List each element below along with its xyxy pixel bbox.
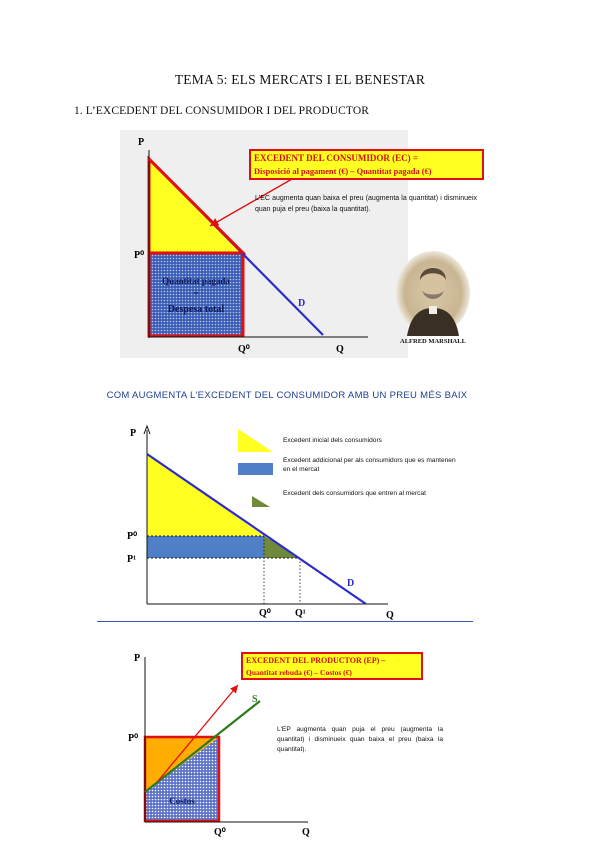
alfred-marshall-portrait <box>395 250 471 336</box>
q-axis-label: Q <box>386 610 394 620</box>
legend-new-entrants: Excedent dels consumidors que entren al mercat <box>283 490 426 497</box>
subsection-heading: COM AUGMENTA L'EXCEDENT DEL CONSUMIDOR AMB UN PREU MÉS BAIX <box>106 390 468 401</box>
costs-label: Costos <box>169 796 195 806</box>
lower-price-figure <box>118 420 478 620</box>
definition-formula: Disposició al pagament (€) – Quantitat pagada (€) <box>254 167 432 176</box>
q0-label: Q⁰ <box>238 344 250 355</box>
legend-initial: Excedent inicial dels consumidors <box>283 437 382 444</box>
demand-label: D <box>298 298 306 309</box>
p-axis-label: P <box>134 653 141 664</box>
portrait-caption: ALFRED MARSHALL <box>400 338 466 345</box>
legend-swatch-initial <box>238 429 273 452</box>
q0-label: Q⁰ <box>259 608 271 619</box>
p0-label: P⁰ <box>128 733 139 744</box>
supply-label: S <box>252 694 258 705</box>
producer-surplus-note: L'EP augmenta quan puja el preu (augmenta la quantitat) i disminueix quan baixa el preu (baixa la quantitat). <box>277 726 443 753</box>
q0-label: Q⁰ <box>214 827 226 838</box>
p-axis-label: P <box>130 428 137 439</box>
section-heading: 1. L’EXCEDENT DEL CONSUMIDOR I DEL PRODUCTOR <box>74 105 369 117</box>
area-label-paid: Quantitat pagada <box>162 276 230 286</box>
additional-surplus-area <box>147 536 264 558</box>
p-axis-label: P <box>138 137 145 148</box>
legend-swatch-new <box>252 496 270 507</box>
area-label-equals: = <box>193 289 199 298</box>
definition-title: EXCEDENT DEL CONSUMIDOR (EC) = <box>254 153 418 163</box>
section-divider <box>97 621 473 622</box>
p0-label: P⁰ <box>134 250 145 261</box>
legend-swatch-additional <box>238 463 273 475</box>
area-label-expenditure: Despesa total <box>167 304 225 315</box>
page-title: TEMA 5: ELS MERCATS I EL BENESTAR <box>174 72 426 87</box>
p0-label: P⁰ <box>127 531 138 542</box>
q-axis-label: Q <box>302 827 310 838</box>
q1-label: Q¹ <box>295 608 306 619</box>
legend-additional: Excedent addicional per als consumidors que es mantenen en el mercat <box>283 457 456 473</box>
p1-label: P¹ <box>127 554 137 565</box>
definition-title: EXCEDENT DEL PRODUCTOR (EP) – <box>246 656 386 665</box>
consumer-surplus-note: L'EC augmenta quan baixa el preu (augmenta la quantitat) i disminueix quan puja el preu (baixa la quantitat). <box>255 195 477 213</box>
q-axis-label: Q <box>336 344 344 355</box>
demand-label: D <box>347 578 355 589</box>
definition-formula: Quantitat rebuda (€) – Costos (€) <box>246 668 352 677</box>
